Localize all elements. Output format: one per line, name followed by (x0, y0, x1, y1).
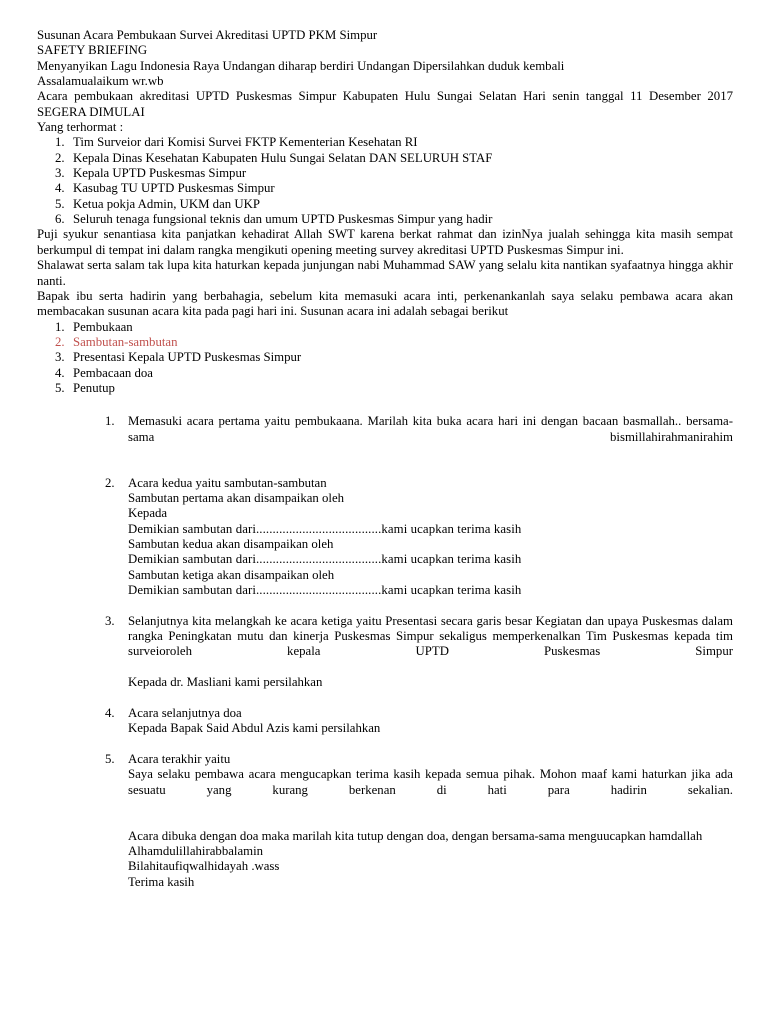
list-number: 2. (55, 150, 65, 165)
list-item-label: Pembukaan (73, 319, 133, 334)
list-item (37, 350, 733, 365)
honored-guests-list (37, 135, 733, 227)
script-line: Acara dibuka dengan doa maka marilah kita tutup dengan doa, dengan bersama-sama menguucapkan hamdallah Alhamdulillahirabbalamin (128, 828, 703, 858)
script-line: Kepada Bapak Said Abdul Azis kami persilahkan (128, 721, 381, 736)
announcement-paragraph: Acara pembukaan akreditasi UPTD Puskesmas Simpur Kabupaten Hulu Sungai Selatan Hari senin tanggal 11 Desember 2017 SEGERA DIMULAI (37, 89, 733, 119)
list-item-label: Penutup (73, 380, 115, 395)
list-number: 2. (55, 334, 65, 349)
list-item (37, 135, 733, 150)
script-line: Acara selanjutnya doa (128, 705, 242, 720)
script-line: Demikian sambutan dari......................................kami ucapkan terima kasih (128, 583, 522, 598)
header-line-safety-briefing: SAFETY BRIEFING (37, 43, 148, 58)
list-item-label: Tim Surveior dari Komisi Survei FKTP Kementerian Kesehatan RI (73, 135, 418, 150)
blank-line (128, 598, 733, 613)
list-item (37, 381, 733, 396)
paragraph-gratitude: Puji syukur senantiasa kita panjatkan kehadirat Allah SWT karena berkat rahmat dan izinNya jualah sehingga kita masih sempat berkumpul di tempat ini dalam rangka mengikuti opening meeting survey akreditasi UPTD Puskesmas Simpur ini. (37, 227, 733, 257)
script-line: Memasuki acara pertama yaitu pembukaana. Marilah kita buka acara hari ini dengan bacaan basmallah.. bersama-sama bismillahirahmanirahim (128, 414, 733, 444)
list-item (37, 335, 733, 350)
script-line: Kepada dr. Masliani kami persilahkan (128, 675, 323, 690)
list-item (37, 320, 733, 335)
script-line: Sambutan kedua akan disampaikan oleh (128, 537, 334, 551)
script-line: Saya selaku pembawa acara mengucapkan terima kasih kepada semua pihak. Mohon maaf kami haturkan jika ada sesuatu yang kurang berkenan di hati para hadirin sekalian. (128, 767, 733, 797)
paragraph-agenda-intro: Bapak ibu serta hadirin yang berbahagia, sebelum kita memasuki acara inti, perkenankanlah saya selaku pembawa acara akan membacakan susunan acara kita pada pagi hari ini. Susunan acara ini adalah sebagai berikut (37, 288, 733, 319)
list-item-label: Kasubag TU UPTD Puskesmas Simpur (73, 181, 275, 196)
agenda-list (37, 320, 733, 397)
blank-line (128, 813, 733, 828)
list-item (37, 614, 733, 706)
list-item-label: Kepala Dinas Kesehatan Kabupaten Hulu Sungai Selatan DAN SELURUH STAF (73, 150, 493, 165)
list-number: 3. (105, 613, 115, 628)
list-item (37, 151, 733, 166)
list-item (37, 212, 733, 227)
list-item (37, 476, 733, 614)
paragraph-shalawat: Shalawat serta salam tak lupa kita haturkan kepada junjungan nabi Muhammad SAW yang selalu kita nantikan syafaatnya hingga akhir nanti. (37, 258, 733, 288)
script-line: Sambutan pertama akan disampaikan oleh (128, 490, 345, 505)
list-item-label: Ketua pokja Admin, UKM dan UKP (73, 196, 260, 211)
list-number: 3. (55, 166, 65, 181)
list-item-label: Sambutan-sambutan (73, 334, 178, 349)
list-item (37, 752, 733, 890)
document-body (37, 28, 733, 890)
list-number: 4. (55, 181, 65, 196)
script-line: Acara terakhir yaitu (128, 751, 231, 766)
list-number: 5. (55, 380, 65, 395)
blank-line (128, 736, 733, 751)
blank-line (128, 690, 733, 705)
script-line: Kepada (128, 506, 168, 521)
list-number: 2. (105, 475, 115, 490)
header-line-title: Susunan Acara Pembukaan Survei Akreditasi UPTD PKM Simpur (37, 28, 378, 42)
section-spacer (37, 396, 733, 414)
list-item (37, 366, 733, 381)
honored-intro: Yang terhormat : (37, 120, 124, 135)
script-line: Bilahitaufiqwalhidayah .wass (128, 859, 280, 874)
list-item (37, 166, 733, 181)
script-line: Demikian sambutan dari......................................kami ucapkan terima kasih (128, 521, 522, 536)
script-line: Terima kasih (128, 874, 195, 889)
list-number: 4. (55, 365, 65, 380)
script-line: Acara kedua yaitu sambutan-sambutan (128, 475, 327, 490)
header-block (37, 28, 733, 89)
script-line: Sambutan ketiga akan disampaikan oleh (128, 567, 335, 582)
list-item-label: Presentasi Kepala UPTD Puskesmas Simpur (73, 350, 302, 365)
mc-script-list (37, 414, 733, 890)
list-item-label: Kepala UPTD Puskesmas Simpur (73, 166, 247, 181)
blank-line (128, 460, 733, 475)
list-number: 5. (105, 751, 115, 766)
header-line-greeting: Assalamualaikum wr.wb (37, 74, 164, 89)
script-line: Demikian sambutan dari......................................kami ucapkan terima kasih (128, 552, 522, 567)
list-number: 3. (55, 350, 65, 365)
list-item (37, 197, 733, 212)
list-item-label: Seluruh tenaga fungsional teknis dan umum UPTD Puskesmas Simpur yang hadir (73, 212, 493, 227)
list-number: 6. (55, 212, 65, 227)
list-number: 1. (55, 135, 65, 150)
list-number: 1. (105, 414, 115, 429)
list-item (37, 706, 733, 752)
list-number: 5. (55, 196, 65, 211)
list-number: 1. (55, 319, 65, 334)
script-line: Selanjutnya kita melangkah ke acara ketiga yaitu Presentasi secara garis besar Kegiatan dan upaya Puskesmas dalam rangka Peningkatan mutu dan kinerja Puskesmas Simpur sekaligus memperkenalkan Tim Puskesmas kepada tim surveioroleh kepala UPTD Puskesmas Simpur (128, 613, 733, 659)
list-item (37, 181, 733, 196)
list-item-label: Pembacaan doa (73, 365, 153, 380)
list-item (37, 414, 733, 475)
list-number: 4. (105, 705, 115, 720)
header-line-anthem: Menyanyikan Lagu Indonesia Raya Undangan diharap berdiri Undangan Dipersilahkan duduk kembali (37, 58, 565, 73)
